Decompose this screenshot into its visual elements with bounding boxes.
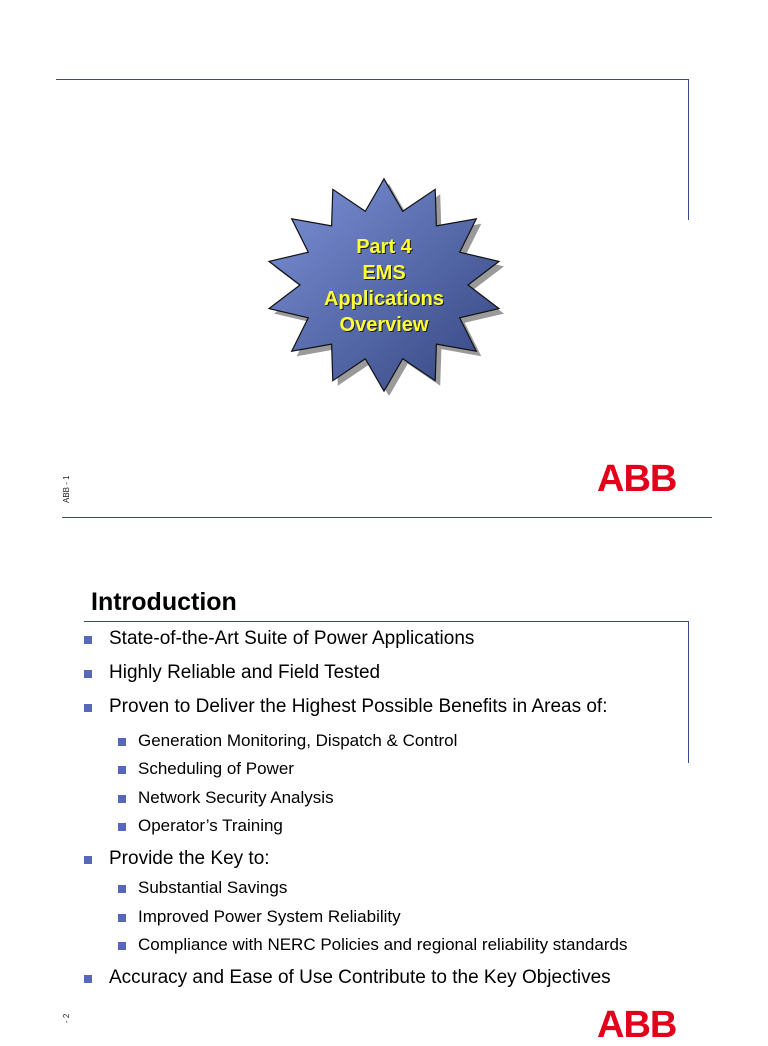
- square-bullet-icon: [118, 766, 126, 774]
- abb-logo-2: ABB: [597, 1004, 677, 1046]
- title-rule: [84, 621, 689, 622]
- abb-logo: ABB: [597, 458, 677, 500]
- list-item-text: Improved Power System Reliability: [138, 907, 401, 926]
- list-item-text: Highly Reliable and Field Tested: [109, 662, 381, 683]
- list-item: [84, 731, 457, 751]
- list-item-text: State-of-the-Art Suite of Power Applications: [109, 628, 475, 649]
- page-label-2: - 2: [62, 1013, 71, 1023]
- title-line-4: Overview: [339, 314, 429, 336]
- title-line-2: EMS: [362, 262, 406, 284]
- square-bullet-icon: [84, 636, 92, 644]
- list-item: [84, 848, 270, 870]
- list-item: [84, 878, 287, 898]
- list-item-text: Accuracy and Ease of Use Contribute to the Key Objectives: [109, 967, 611, 988]
- list-item-text: Operator’s Training: [138, 816, 283, 835]
- square-bullet-icon: [84, 975, 92, 983]
- list-item: [84, 907, 401, 927]
- list-item-text: Substantial Savings: [138, 878, 288, 897]
- square-bullet-icon: [118, 823, 126, 831]
- slide-2: [0, 518, 768, 1046]
- list-item: [84, 816, 283, 836]
- right-rule-2: [688, 621, 689, 763]
- square-bullet-icon: [84, 704, 92, 712]
- square-bullet-icon: [118, 795, 126, 803]
- slide-1: [0, 0, 768, 518]
- right-rule: [688, 79, 689, 220]
- list-item-text: Generation Monitoring, Dispatch & Control: [138, 731, 458, 750]
- square-bullet-icon: [118, 738, 126, 746]
- list-item-text: Provide the Key to:: [109, 848, 270, 869]
- list-item: [84, 628, 474, 650]
- square-bullet-icon: [84, 670, 92, 678]
- square-bullet-icon: [118, 942, 126, 950]
- list-item: [84, 967, 611, 989]
- list-item: [84, 788, 334, 808]
- list-item-text: Compliance with NERC Policies and regional reliability standards: [138, 935, 628, 954]
- page-label: ABB - 1: [62, 475, 71, 503]
- list-item: [84, 696, 607, 718]
- title-line-1: Part 4: [356, 236, 412, 258]
- page-title: Introduction: [91, 588, 237, 616]
- list-item: [84, 759, 294, 779]
- list-item-text: Network Security Analysis: [138, 788, 334, 807]
- list-item-text: Proven to Deliver the Highest Possible Benefits in Areas of:: [109, 696, 608, 717]
- square-bullet-icon: [118, 885, 126, 893]
- square-bullet-icon: [118, 914, 126, 922]
- list-item: [84, 662, 380, 684]
- top-rule: [56, 79, 689, 80]
- title-line-3: Applications: [323, 288, 444, 310]
- square-bullet-icon: [84, 856, 92, 864]
- slide-title: [260, 234, 508, 338]
- list-item-text: Scheduling of Power: [138, 759, 294, 778]
- list-item: [84, 935, 627, 955]
